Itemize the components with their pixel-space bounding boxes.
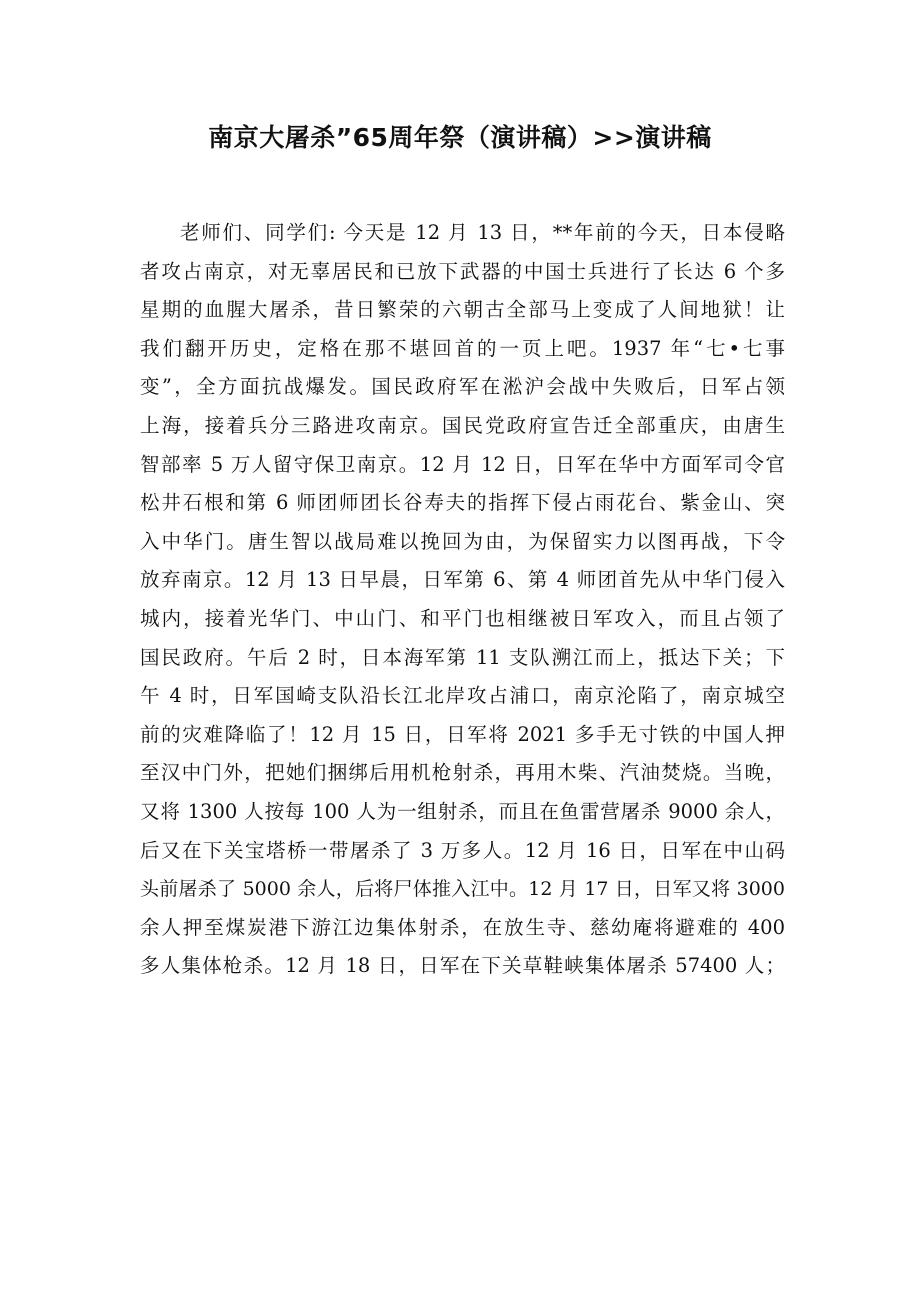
text-line: 国民政府。午后 2 时，日本海军第 11 支队溯江而上，抵达下关；下 <box>140 645 785 669</box>
text-line: 午 4 时，日军国崎支队沿长江北岸攻占浦口，南京沦陷了，南京城空 <box>140 684 785 708</box>
text-line: 多人集体枪杀。12 月 18 日，日军在下关草鞋峡集体屠杀 57400 人； <box>140 954 785 978</box>
text-line: 智部率 5 万人留守保卫南京。12 月 12 日，日军在华中方面军司令官 <box>140 452 785 476</box>
text-line: 城内，接着光华门、中山门、和平门也相继被日军攻入，而且占领了 <box>140 606 785 630</box>
text-line: 又将 1300 人按每 100 人为一组射杀，而且在鱼雷营屠杀 9000 余人， <box>140 799 785 823</box>
document-title: 南京大屠杀”65周年祭（演讲稿）>>演讲稿 <box>208 123 712 152</box>
text-line: 者攻占南京，对无辜居民和已放下武器的中国士兵进行了长达 6 个多 <box>140 259 785 283</box>
body-paragraph <box>140 214 785 986</box>
text-line: 星期的血腥大屠杀，昔日繁荣的六朝古全部马上变成了人间地狱！让 <box>140 298 785 322</box>
text-line: 头前屠杀了 5000 余人，后将尸体推入江中。12 月 17 日，日军又将 3000 <box>140 878 785 901</box>
text-line: 放弃南京。12 月 13 日早晨，日军第 6、第 4 师团首先从中华门侵入 <box>140 568 785 592</box>
text-line: 至汉中门外，把她们捆绑后用机枪射杀，再用木柴、汽油焚烧。当晚， <box>140 761 785 785</box>
text-line: 上海，接着兵分三路进攻南京。国民党政府宣告迁全部重庆，由唐生 <box>140 413 785 437</box>
text-line: 变”，全方面抗战爆发。国民政府军在淞沪会战中失败后，日军占领 <box>140 375 785 399</box>
text-line: 老师们、同学们: 今天是 12 月 13 日，**年前的今天，日本侵略 <box>180 221 785 244</box>
text-line: 松井石根和第 6 师团师团长谷寿夫的指挥下侵占雨花台、紫金山、突 <box>140 491 785 515</box>
text-line: 入中华门。唐生智以战局难以挽回为由，为保留实力以图再战，下令 <box>140 529 785 553</box>
text-line: 后又在下关宝塔桥一带屠杀了 3 万多人。12 月 16 日，日军在中山码 <box>140 838 785 862</box>
text-line: 前的灾难降临了！12 月 15 日，日军将 2021 多手无寸铁的中国人押 <box>140 722 785 746</box>
text-line: 我们翻开历史，定格在那不堪回首的一页上吧。1937 年“七•七事 <box>140 336 785 360</box>
text-line: 余人押至煤炭港下游江边集体射杀，在放生寺、慈幼庵将避难的 400 <box>140 915 785 939</box>
